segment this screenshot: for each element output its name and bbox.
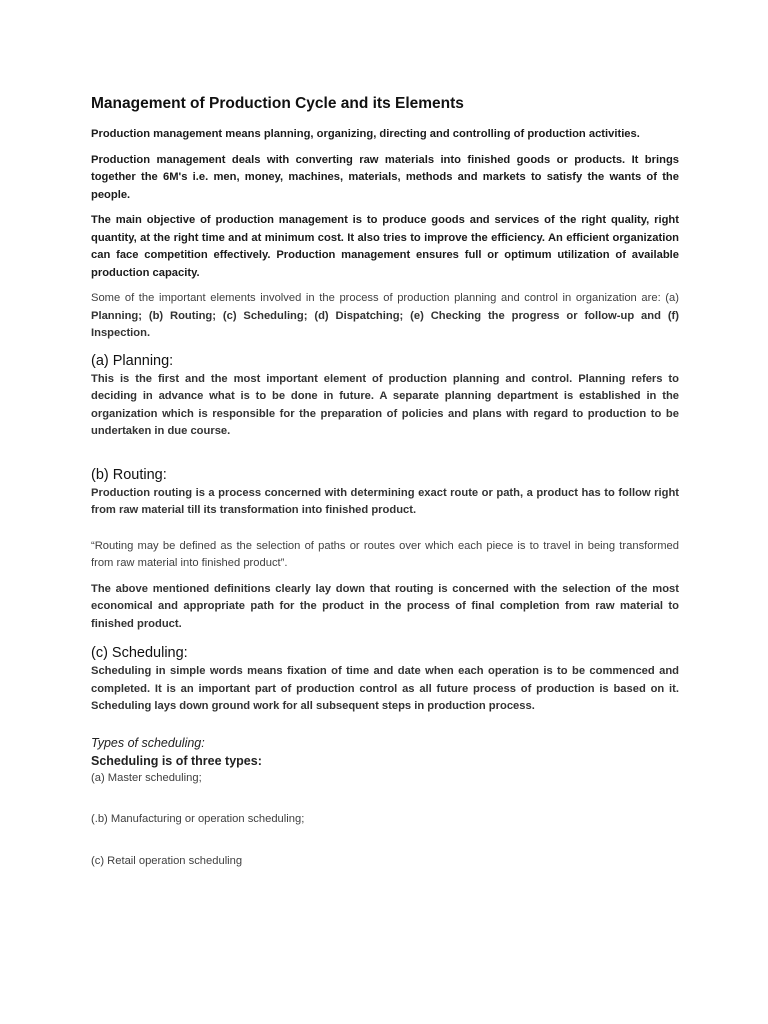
elements-intro-bold: Planning; (b) Routing; (c) Scheduling; (d) Dispatching; (e) Checking the progress or follow-up and (f) Inspection. (91, 309, 679, 339)
scheduling-paragraph: Scheduling in simple words means fixation of time and date when each operation is to be commenced and completed. It is an important part of production control as all future process of production is based on it. Scheduling lays down ground work for all subsequent steps in production process. (91, 665, 679, 712)
scheduling-type-item: (c) Retail operation scheduling (91, 854, 243, 867)
scheduling-type-item: (.b) Manufacturing or operation scheduling; (91, 813, 305, 825)
planning-heading: (a) Planning: (91, 352, 174, 369)
planning-paragraph: This is the first and the most important element of production planning and control. Planning refers to deciding in advance what is to be done in future. A separate planning department is established in the organization which is responsible for the preparation of policies and plans with regard to production to be undertaken in due course. (91, 372, 679, 437)
page-title: Management of Production Cycle and its Elements (91, 95, 464, 112)
routing-heading: (b) Routing: (91, 466, 167, 483)
intro-paragraph-1: Production management means planning, organizing, directing and controlling of production activities. (91, 128, 640, 140)
routing-note: The above mentioned definitions clearly lay down that routing is concerned with the selection of the most economical and appropriate path for the product in the process of final completion from raw material to finished product. (91, 582, 679, 630)
scheduling-types-count: Scheduling is of three types: (91, 753, 262, 768)
routing-quote: “Routing may be defined as the selection of paths or routes over which each piece is to travel in being transformed from raw material into finished product”. (91, 539, 679, 569)
intro-paragraph-3: The main objective of production management is to produce goods and services of the right quality, right quantity, at the right time and at minimum cost. It also tries to improve the efficiency. An efficient organization can face competition effectively. Production management ensures full or optimum utilization of available production capacity. (91, 214, 679, 279)
scheduling-types-label: Types of scheduling: (91, 735, 205, 750)
intro-paragraph-2: Production management deals with converting raw materials into finished goods or products. It brings together the 6M's i.e. men, money, machines, materials, methods and markets to satisfy the wants of the people. (91, 153, 679, 201)
elements-intro-paragraph (91, 290, 679, 343)
elements-intro-plain: Some of the important elements involved in the process of production planning and control in organization are: (a) (91, 292, 679, 304)
scheduling-type-item: (a) Master scheduling; (91, 771, 202, 784)
scheduling-heading: (c) Scheduling: (91, 645, 188, 661)
routing-paragraph: Production routing is a process concerned with determining exact route or path, a product has to follow right from raw material till its transformation into finished product. (91, 486, 679, 516)
document-page (91, 94, 679, 870)
